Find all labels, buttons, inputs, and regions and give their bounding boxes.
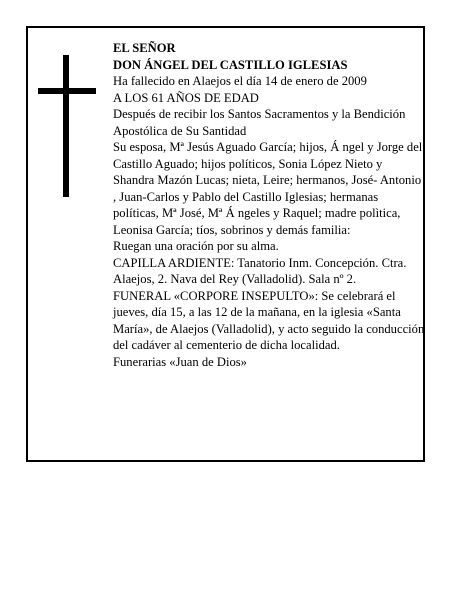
chapel-paragraph: CAPILLA ARDIENTE: Tanatorio Inm. Concepción. Ctra. Alaejos, 2. Nava del Rey (Valladolid). Sala nº 2. <box>113 255 407 286</box>
cross-horizontal-bar <box>38 88 96 94</box>
funeral-home: Funerarias «Juan de Dios» <box>113 354 247 369</box>
cross-icon <box>38 55 96 197</box>
deceased-name: DON ÁNGEL DEL CASTILLO IGLESIAS <box>113 57 348 72</box>
prayer-line: Ruegan una oración por su alma. <box>113 239 279 253</box>
age-line: A LOS 61 AÑOS DE EDAD <box>113 90 259 105</box>
sacraments-paragraph: Después de recibir los Santos Sacramentos y la Bendición Apostólica de Su Santidad <box>113 107 406 138</box>
death-info: Ha fallecido en Alaejos el día 14 de enero de 2009 <box>113 74 367 88</box>
honorific-title: EL SEÑOR <box>113 41 176 55</box>
family-paragraph: Su esposa, Mª Jesús Aguado García; hijos, Á ngel y Jorge del Castillo Aguado; hijos políticos, Sonia López Nieto y Shandra Mazón Lucas; nieta, Leire; hermanos, José- Antonio , Juan-Carlos y Pablo del Castillo Iglesias; hermanas políticas, Mª José, Mª Á ngeles y Raquel; madre polìtica, Leonisa García; tíos, sobrinos y demás familia: <box>113 140 423 237</box>
obituary-text <box>113 40 425 370</box>
cross-vertical-bar <box>63 55 69 197</box>
funeral-paragraph: FUNERAL «CORPORE INSEPULTO»: Se celebrará el jueves, día 15, a las 12 de la mañana, en la iglesia «Santa María», de Alaejos (Valladolid), y acto seguido la conducción del cadáver al cementerio de dicha localidad. <box>113 288 425 352</box>
